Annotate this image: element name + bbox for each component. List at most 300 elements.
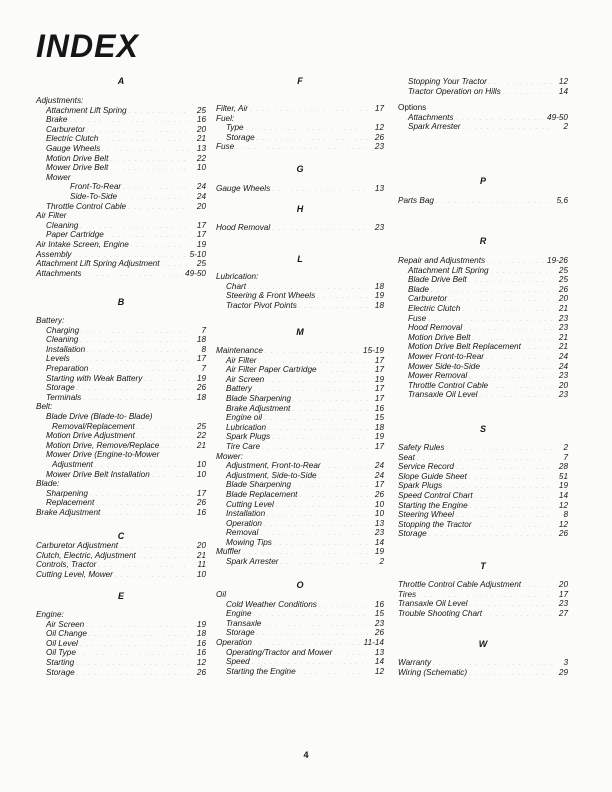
dot-leader — [129, 108, 190, 118]
dot-leader — [266, 377, 368, 387]
entry-page: 19 — [374, 374, 384, 384]
entry-page: 21 — [196, 134, 206, 144]
entry-topic: Filter, Air — [216, 104, 248, 113]
entry-page: 13 — [374, 647, 384, 657]
index-entry — [36, 106, 206, 116]
index-entry — [398, 381, 568, 391]
entry-topic: Mower Drive Belt — [46, 163, 109, 173]
dot-leader — [268, 425, 368, 435]
index-section — [216, 184, 384, 194]
entry-page: 14 — [558, 86, 568, 96]
index-entry — [398, 529, 568, 539]
entry-topic: Installation — [46, 344, 86, 354]
entry-page: 25 — [196, 421, 206, 431]
entry-topic: Starting with Weak Battery — [46, 373, 143, 383]
entry-topic: Blade Replacement — [226, 489, 298, 499]
index-entry — [398, 472, 568, 482]
section-letter: W — [478, 639, 488, 649]
dot-leader — [267, 511, 368, 521]
index-entry — [216, 648, 384, 658]
entry-topic: Lubrication: — [216, 272, 259, 281]
entry-page: 17 — [196, 354, 206, 364]
dot-leader — [456, 115, 546, 125]
entry-topic: Cutting Level — [226, 499, 274, 509]
entry-page: 26 — [196, 667, 206, 677]
index-entry — [398, 122, 568, 132]
entry-topic: Speed — [226, 657, 250, 667]
dot-leader — [292, 406, 368, 416]
entry-page: 26 — [196, 498, 206, 508]
index-entry — [36, 134, 206, 144]
entry-page: 7 — [201, 325, 206, 335]
entry-topic: Oil Level — [46, 638, 78, 648]
entry-topic: Attachments — [36, 268, 82, 278]
index-entry — [398, 196, 568, 206]
entry-page: 17 — [374, 355, 384, 365]
index-entry — [216, 600, 384, 610]
entry-page: 26 — [196, 383, 206, 393]
dot-leader — [436, 198, 552, 208]
entry-page: 25 — [558, 275, 568, 285]
index-section — [398, 658, 568, 677]
index-entry — [216, 356, 384, 366]
index-entry — [216, 375, 384, 385]
index-entry — [36, 560, 206, 570]
index-entry — [216, 123, 384, 133]
index-entry — [36, 620, 206, 630]
entry-topic: Charging — [46, 325, 80, 335]
entry-topic: Spark Arrester — [226, 557, 279, 567]
index-entry — [36, 639, 206, 649]
dot-leader — [152, 472, 190, 482]
entry-page: 17 — [374, 441, 384, 451]
index-entry — [216, 442, 384, 452]
section-letter: R — [479, 236, 487, 246]
index-entry — [216, 365, 384, 375]
entry-topic: Storage — [226, 628, 255, 638]
entry-topic: Adjustments: — [36, 96, 84, 105]
entry-page: 2 — [563, 122, 568, 132]
index-entry — [36, 393, 206, 403]
dot-leader — [123, 184, 190, 194]
dot-leader — [474, 522, 552, 532]
entry-page: 20 — [558, 580, 568, 589]
dot-leader — [90, 491, 190, 501]
index-entry — [398, 580, 568, 590]
index-entry — [216, 384, 384, 394]
entry-topic: Stopping Your Tractor — [408, 77, 487, 86]
entry-page: 12 — [374, 123, 384, 133]
index-entry — [36, 96, 206, 106]
entry-topic: Transaxle Oil Level — [408, 390, 478, 400]
index-entry — [216, 557, 384, 567]
index-entry — [216, 638, 384, 648]
entry-topic: Wiring (Schematic) — [398, 667, 468, 677]
index-entry — [36, 163, 206, 173]
entry-topic: Motion Drive Belt — [46, 153, 109, 163]
entry-topic: Adjustment, Side-to-Side — [226, 470, 317, 480]
entry-page: 13 — [374, 518, 384, 528]
entry-page: 16 — [196, 648, 206, 658]
entry-topic: Mowing Tips — [226, 537, 272, 547]
index-entry — [216, 500, 384, 510]
entry-page: 7 — [563, 452, 568, 462]
entry-page: 17 — [374, 480, 384, 490]
entry-page: 17 — [374, 393, 384, 403]
index-section — [398, 196, 568, 206]
entry-page: 18 — [196, 335, 206, 345]
entry-topic: Warranty — [398, 658, 432, 667]
entry-topic: Preparation — [46, 363, 89, 373]
index-entry — [216, 547, 384, 557]
index-entry — [398, 501, 568, 511]
dot-leader — [272, 186, 368, 196]
entry-page: 10 — [196, 469, 206, 479]
entry-page: 16 — [196, 115, 206, 125]
entry-page: 24 — [558, 351, 568, 361]
entry-page: 28 — [558, 462, 568, 472]
index-entry — [398, 443, 568, 453]
entry-topic: Blade Drive (Blade-to- Blade) — [46, 411, 153, 421]
dot-leader — [491, 268, 552, 278]
index-section — [36, 316, 206, 517]
dot-leader — [115, 572, 190, 582]
entry-topic: Throttle Control Cable — [46, 201, 127, 211]
entry-topic: Air Screen — [226, 374, 265, 384]
index-entry — [36, 629, 206, 639]
index-entry — [216, 301, 384, 311]
entry-topic: Stopping the Tractor — [398, 519, 472, 529]
entry-page: 26 — [374, 628, 384, 638]
entry-topic: Spark Arrester — [408, 122, 461, 132]
index-entry — [216, 404, 384, 414]
section-letter: A — [117, 76, 125, 86]
dot-leader — [462, 306, 552, 316]
index-entry — [36, 354, 206, 364]
entry-topic: Motion Drive Belt — [408, 332, 471, 342]
index-entry — [36, 541, 206, 551]
index-entry — [36, 221, 206, 231]
dot-leader — [138, 553, 190, 563]
entry-page: 25 — [196, 259, 206, 269]
dot-leader — [523, 344, 552, 354]
entry-page: 5,6 — [556, 196, 568, 205]
entry-topic: Gauge Wheels — [46, 143, 101, 153]
entry-topic: Service Record — [398, 462, 454, 472]
entry-topic: Transaxle — [226, 618, 262, 628]
entry-page: 12 — [558, 77, 568, 86]
dot-leader — [482, 364, 552, 374]
entry-page: 10 — [196, 569, 206, 579]
dot-leader — [110, 165, 190, 175]
entry-page: 25 — [196, 105, 206, 115]
entry-page: 19 — [196, 619, 206, 629]
index-entry — [398, 294, 568, 304]
index-entry — [36, 422, 206, 432]
index-section — [216, 346, 384, 567]
index-entry — [36, 364, 206, 374]
index-entry — [398, 87, 568, 97]
entry-page: 19 — [374, 432, 384, 442]
index-section — [216, 104, 384, 152]
dot-leader — [69, 117, 190, 127]
entry-page: 12 — [558, 519, 568, 529]
entry-page: 49-50 — [185, 268, 206, 278]
entry-page: 15-19 — [363, 346, 384, 355]
index-entry — [36, 570, 206, 580]
entry-topic: Oil — [216, 590, 227, 599]
index-entry — [216, 490, 384, 500]
entry-topic: Lubrication — [226, 422, 267, 432]
dot-leader — [272, 434, 368, 444]
index-entry — [36, 316, 206, 326]
entry-page: 20 — [196, 124, 206, 134]
dot-leader — [83, 395, 190, 405]
entry-page: 14 — [374, 657, 384, 667]
entry-page: 20 — [196, 201, 206, 211]
index-section — [398, 256, 568, 400]
index-entry — [216, 423, 384, 433]
index-entry — [398, 590, 568, 600]
index-section — [216, 272, 384, 310]
entry-page: 16 — [196, 507, 206, 517]
entry-topic: Storage — [46, 383, 75, 393]
index-entry — [216, 528, 384, 538]
page-title: INDEX — [36, 28, 139, 64]
index-section — [36, 541, 206, 579]
dot-leader — [523, 582, 552, 592]
dot-leader — [469, 670, 552, 680]
index-entry — [36, 551, 206, 561]
index-section — [398, 77, 568, 96]
index-entry — [36, 202, 206, 212]
index-entry — [36, 460, 206, 470]
entry-topic: Fuel: — [216, 113, 235, 123]
entry-page: 23 — [558, 390, 568, 400]
entry-page: 23 — [558, 599, 568, 609]
entry-topic: Brake Adjustment — [36, 507, 101, 517]
dot-leader — [72, 356, 190, 366]
dot-leader — [80, 337, 190, 347]
dot-leader — [78, 650, 190, 660]
entry-page: 16 — [374, 599, 384, 609]
entry-topic: Operation — [226, 518, 262, 528]
entry-page: 12 — [374, 666, 384, 676]
entry-topic: Air Filter — [36, 211, 67, 221]
entry-page: 20 — [196, 541, 206, 550]
index-entry — [398, 333, 568, 343]
index-entry — [36, 144, 206, 154]
dot-leader — [293, 482, 368, 492]
entry-topic: Starting the Engine — [226, 666, 296, 676]
index-entry — [216, 394, 384, 404]
entry-page: 21 — [558, 342, 568, 352]
entry-topic: Safety Rules — [398, 443, 445, 452]
entry-page: 19 — [374, 547, 384, 557]
entry-topic: Throttle Control Cable — [408, 380, 489, 390]
section-letter: M — [296, 327, 304, 337]
entry-page: 19 — [196, 373, 206, 383]
dot-leader — [464, 325, 552, 335]
entry-topic: Side-To-Side — [70, 191, 118, 201]
entry-page: 19-26 — [547, 256, 568, 265]
dot-leader — [257, 630, 368, 640]
entry-topic: Fuse — [408, 313, 427, 323]
index-entry — [216, 509, 384, 519]
index-entry — [398, 390, 568, 400]
dot-leader — [272, 225, 368, 235]
dot-leader — [299, 303, 368, 313]
index-entry — [398, 491, 568, 501]
dot-leader — [137, 424, 190, 434]
entry-topic: Operating/Tractor and Mower — [226, 647, 333, 657]
dot-leader — [250, 106, 368, 116]
entry-page: 15 — [374, 609, 384, 619]
dot-leader — [490, 383, 552, 393]
entry-page: 19 — [374, 291, 384, 301]
entry-topic: Hood Removal — [216, 223, 271, 232]
entry-topic: Type — [226, 123, 244, 133]
index-entry — [398, 658, 568, 668]
entry-page: 18 — [374, 281, 384, 291]
index-entry — [398, 668, 568, 678]
dot-leader — [298, 669, 368, 679]
section-letter: O — [296, 580, 304, 590]
index-entry — [36, 412, 206, 422]
entry-topic: Motion Drive, Remove/Replace — [46, 440, 160, 450]
entry-topic: Mower Drive Belt Installation — [46, 469, 150, 479]
entry-page: 10 — [196, 163, 206, 173]
index-entry — [36, 259, 206, 269]
entry-topic: Air Intake Screen, Engine — [36, 239, 129, 249]
index-section — [36, 96, 206, 278]
entry-topic: Motion Drive Belt Replacement — [408, 342, 521, 352]
index-entry — [216, 619, 384, 629]
entry-page: 18 — [196, 392, 206, 402]
index-entry — [398, 275, 568, 285]
dot-leader — [87, 127, 190, 137]
entry-topic: Mower Drive (Engine-to-Mower — [46, 450, 160, 460]
dot-leader — [87, 347, 190, 357]
dot-leader — [262, 444, 368, 454]
entry-topic: Brake Adjustment — [226, 403, 291, 413]
index-entry — [398, 510, 568, 520]
entry-topic: Storage — [398, 529, 427, 539]
index-entry — [216, 104, 384, 114]
dot-leader — [236, 144, 368, 154]
entry-topic: Attachment Lift Spring — [408, 265, 489, 275]
dot-leader — [276, 502, 368, 512]
dot-leader — [469, 277, 552, 287]
entry-page: 51 — [558, 471, 568, 481]
index-entry — [216, 628, 384, 638]
dot-leader — [102, 146, 190, 156]
entry-page: 3 — [563, 658, 568, 667]
entry-page: 17 — [374, 104, 384, 113]
index-entry — [216, 272, 384, 282]
entry-page: 17 — [374, 365, 384, 375]
index-entry — [398, 462, 568, 472]
entry-page: 17 — [558, 589, 568, 599]
entry-page: 19 — [196, 239, 206, 249]
dot-leader — [479, 392, 552, 402]
entry-page: 16 — [196, 638, 206, 648]
index-entry — [36, 431, 206, 441]
index-entry — [398, 304, 568, 314]
entry-page: 24 — [374, 470, 384, 480]
entry-page: 23 — [558, 371, 568, 381]
index-entry — [398, 371, 568, 381]
entry-page: 20 — [558, 294, 568, 304]
entry-topic: Brake — [46, 115, 68, 125]
index-entry — [36, 125, 206, 135]
entry-page: 2 — [379, 557, 384, 567]
index-entry — [398, 113, 568, 123]
index-entry — [398, 77, 568, 87]
entry-page: 16 — [374, 403, 384, 413]
section-letter: C — [117, 531, 125, 541]
dot-leader — [319, 473, 368, 483]
section-letter: S — [479, 424, 486, 434]
dot-leader — [475, 493, 552, 503]
dot-leader — [469, 474, 552, 484]
entry-topic: Storage — [226, 132, 255, 142]
section-letter: H — [296, 204, 304, 214]
entry-topic: Trouble Shooting Chart — [398, 608, 483, 618]
index-entry — [36, 192, 206, 202]
index-entry — [216, 133, 384, 143]
entry-topic: Adjustment — [52, 459, 93, 469]
entry-page: 23 — [374, 528, 384, 538]
dot-leader — [484, 611, 552, 621]
entry-page: 8 — [563, 510, 568, 520]
entry-page: 13 — [374, 184, 384, 193]
index-entry — [216, 609, 384, 619]
dot-leader — [323, 463, 368, 473]
entry-page: 14 — [374, 537, 384, 547]
entry-topic: Engine oil — [226, 413, 262, 423]
entry-topic: Storage — [46, 667, 75, 677]
index-entry — [36, 335, 206, 345]
entry-page: 25 — [558, 265, 568, 275]
index-entry — [36, 470, 206, 480]
index-entry — [398, 599, 568, 609]
entry-page: 10 — [374, 499, 384, 509]
index-entry — [216, 519, 384, 529]
index-entry — [216, 184, 384, 194]
entry-page: 24 — [196, 191, 206, 201]
index-entry — [36, 498, 206, 508]
dot-leader — [260, 530, 368, 540]
entry-topic: Battery — [226, 384, 252, 394]
entry-topic: Starting — [46, 657, 75, 667]
dot-leader — [280, 559, 368, 569]
entry-page: 17 — [196, 230, 206, 240]
entry-topic: Starting the Engine — [398, 500, 468, 510]
entry-topic: Paper Cartridge — [46, 230, 104, 240]
index-entry — [36, 648, 206, 658]
entry-topic: Chart — [226, 281, 247, 291]
entry-page: 13 — [196, 143, 206, 153]
section-letter: E — [117, 591, 124, 601]
entry-topic: Air Filter — [226, 355, 257, 365]
entry-topic: Electric Clutch — [408, 303, 461, 313]
entry-page: 23 — [558, 323, 568, 333]
dot-leader — [81, 328, 190, 338]
index-entry — [36, 115, 206, 125]
dot-leader — [263, 621, 368, 631]
index-entry — [216, 282, 384, 292]
